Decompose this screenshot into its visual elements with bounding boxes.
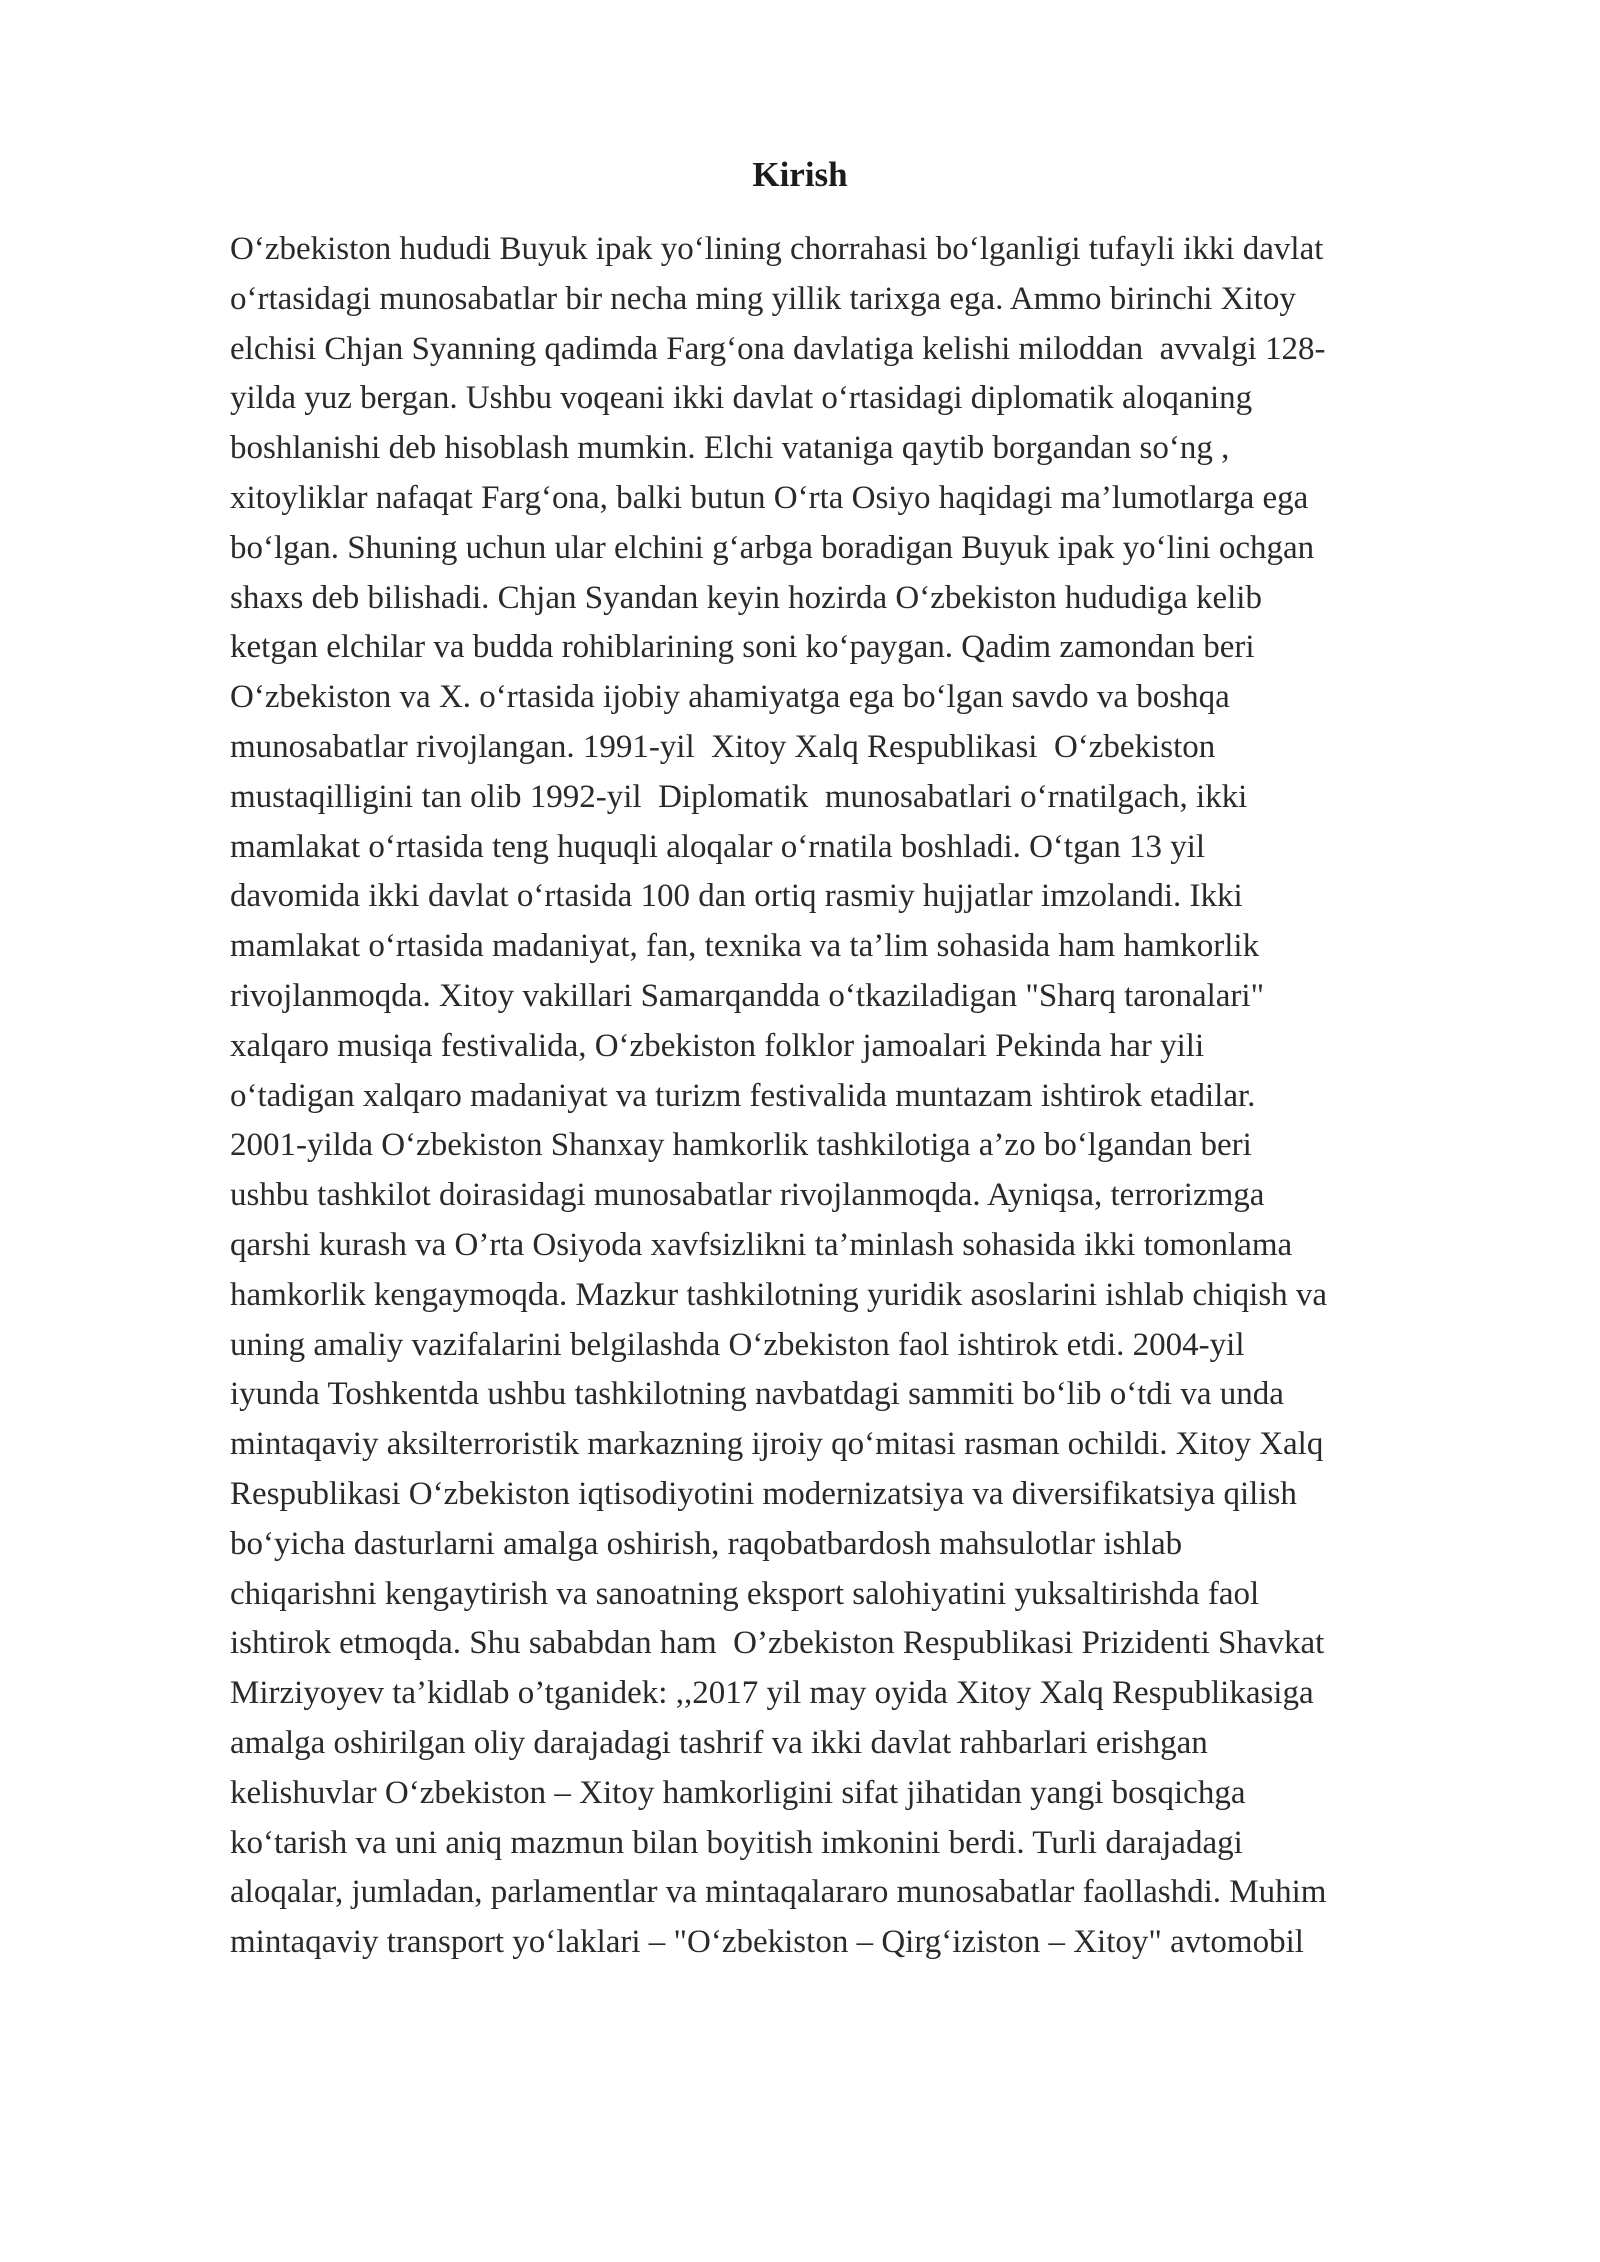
body-line: mintaqaviy aksilterroristik markazning ijroiy qo‘mitasi rasman ochildi. Xitoy Xalq (230, 1426, 1324, 1463)
body-line: rivojlanmoqda. Xitoy vakillari Samarqandda o‘tkaziladigan "Sharq taronalari" (230, 977, 1265, 1014)
body-line: shaxs deb bilishadi. Chjan Syandan keyin hozirda O‘zbekiston hududiga kelib (230, 579, 1262, 616)
body-line: mustaqilligini tan olib 1992-yil Diplomatik munosabatlari o‘rnatilgach, ikki (230, 778, 1248, 815)
body-line: 2001-yilda O‘zbekiston Shanxay hamkorlik tashkilotiga a’zo bo‘lgandan beri (230, 1127, 1252, 1164)
body-line: bo‘lgan. Shuning uchun ular elchini g‘arbga boradigan Buyuk ipak yo‘lini ochgan (230, 529, 1315, 566)
body-line: iyunda Toshkentda ushbu tashkilotning navbatdagi sammiti bo‘lib o‘tdi va unda (230, 1376, 1284, 1413)
body-line: mamlakat o‘rtasida teng huquqli aloqalar o‘rnatila boshladi. O‘tgan 13 yil (230, 828, 1206, 865)
body-line: qarshi kurash va O’rta Osiyoda xavfsizlikni ta’minlash sohasida ikki tomonlama (230, 1226, 1293, 1263)
body-line: ketgan elchilar va budda rohiblarining soni ko‘paygan. Qadim zamondan beri (230, 629, 1255, 666)
body-line: o‘rtasidagi munosabatlar bir necha ming yillik tarixga ega. Ammo birinchi Xitoy (230, 280, 1296, 317)
body-line: xalqaro musiqa festivalida, O‘zbekiston folklor jamoalari Pekinda har yili (230, 1027, 1205, 1064)
body-line: O‘zbekiston hududi Buyuk ipak yo‘lining chorrahasi bo‘lganligi tufayli ikki davlat (230, 231, 1324, 267)
body-line: yilda yuz bergan. Ushbu voqeani ikki davlat o‘rtasidagi diplomatik aloqaning (230, 380, 1253, 417)
body-line: kelishuvlar O‘zbekiston – Xitoy hamkorligini sifat jihatidan yangi bosqichga (230, 1774, 1246, 1811)
body-line: xitoyliklar nafaqat Farg‘ona, balki butun O‘rta Osiyo haqidagi ma’lumotlarga ega (230, 479, 1309, 516)
document-body (230, 225, 1530, 1968)
body-line: aloqalar, jumladan, parlamentlar va mintaqalararo munosabatlar faollashdi. Muhim (230, 1874, 1327, 1911)
body-line: O‘zbekiston va X. o‘rtasida ijobiy ahamiyatga ega bo‘lgan savdo va boshqa (230, 679, 1230, 716)
body-line: o‘tadigan xalqaro madaniyat va turizm festivalida muntazam ishtirok etadilar. (230, 1077, 1256, 1114)
body-line: Respublikasi O‘zbekiston iqtisodiyotini modernizatsiya va diversifikatsiya qilish (230, 1475, 1297, 1512)
body-line: davomida ikki davlat o‘rtasida 100 dan ortiq rasmiy hujjatlar imzolandi. Ikki (230, 878, 1243, 915)
body-line: Mirziyoyev ta’kidlab o’tganidek: ,,2017 yil may oyida Xitoy Xalq Respublikasiga (230, 1675, 1314, 1712)
body-line: munosabatlar rivojlangan. 1991-yil Xitoy Xalq Respublikasi O‘zbekiston (230, 728, 1216, 765)
body-line: ishtirok etmoqda. Shu sababdan ham O’zbekiston Respublikasi Prizidenti Shavkat (230, 1625, 1325, 1662)
body-line: amalga oshirilgan oliy darajadagi tashrif va ikki davlat rahbarlari erishgan (230, 1724, 1208, 1761)
body-line: ushbu tashkilot doirasidagi munosabatlar rivojlanmoqda. Ayniqsa, terrorizmga (230, 1177, 1265, 1214)
body-line: mamlakat o‘rtasida madaniyat, fan, texnika va ta’lim sohasida ham hamkorlik (230, 928, 1260, 965)
body-line: hamkorlik kengaymoqda. Mazkur tashkilotning yuridik asoslarini ishlab chiqish va (230, 1276, 1328, 1313)
body-line: chiqarishni kengaytirish va sanoatning eksport salohiyatini yuksaltirishda faol (230, 1575, 1260, 1612)
document-title: Kirish (752, 155, 848, 194)
body-line: mintaqaviy transport yo‘laklari – "O‘zbekiston – Qirg‘iziston – Xitoy" avtomobil (230, 1924, 1304, 1961)
body-line: bo‘yicha dasturlarni amalga oshirish, raqobatbardosh mahsulotlar ishlab (230, 1525, 1183, 1562)
body-line: uning amaliy vazifalarini belgilashda O‘zbekiston faol ishtirok etdi. 2004-yil (230, 1326, 1245, 1363)
body-line: elchisi Chjan Syanning qadimda Farg‘ona davlatiga kelishi miloddan avvalgi 128- (230, 330, 1326, 367)
body-line: boshlanishi deb hisoblash mumkin. Elchi vataniga qaytib borgandan so‘ng , (230, 430, 1230, 467)
body-line: ko‘tarish va uni aniq mazmun bilan boyitish imkonini berdi. Turli darajadagi (230, 1824, 1243, 1861)
